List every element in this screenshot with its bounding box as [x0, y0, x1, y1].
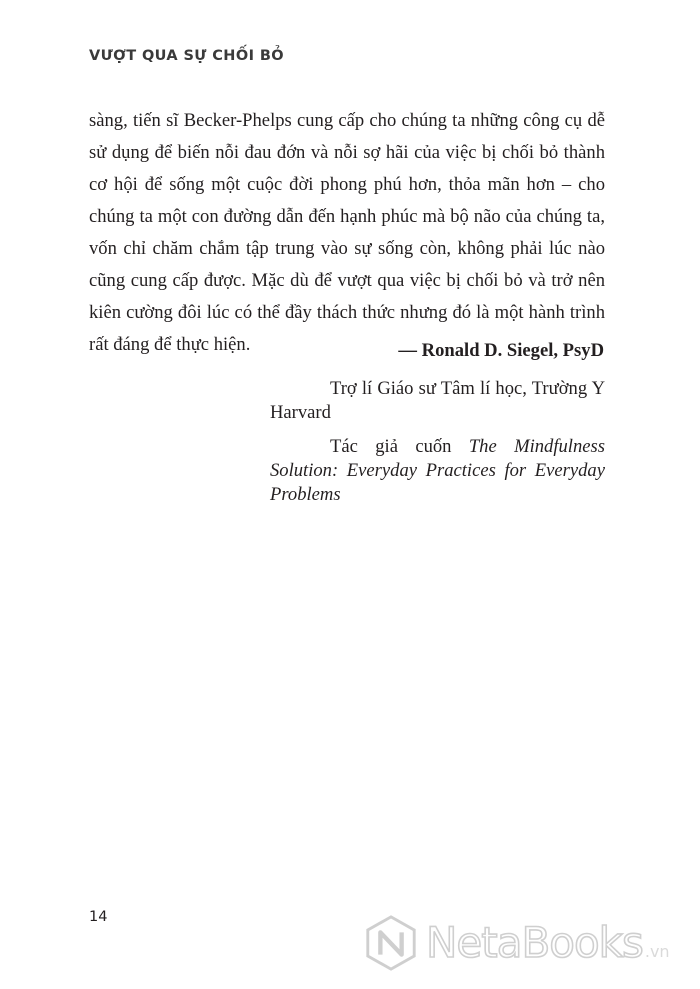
neta-n-logo-icon — [362, 914, 420, 972]
watermark — [362, 912, 670, 974]
book-title: The Mindfulness Solution: Everyday Practices for Everyday Problems — [270, 436, 605, 505]
author-book-credit — [270, 435, 605, 507]
watermark-brand: NetaBooks — [426, 918, 643, 967]
watermark-suffix: .vn — [644, 942, 670, 961]
author-book-prefix: Tác giả cuốn — [330, 436, 469, 457]
running-head: VƯỢT QUA SỰ CHỐI BỎ — [89, 48, 284, 64]
page-number: 14 — [89, 909, 108, 925]
quote-signature: — Ronald D. Siegel, PsyD — [398, 340, 604, 361]
body-paragraph: sàng, tiến sĩ Becker-Phelps cung cấp cho chúng ta những công cụ dễ sử dụng để biến nỗi đau đớn và nỗi sợ hãi của việc bị chối bỏ thành cơ hội để sống một cuộc đời phong phú hơn, thỏa mãn hơn – cho chúng ta một con đường dẫn đến hạnh phúc mà bộ não của chúng ta, vốn chỉ chăm chắm tập trung vào sự sống còn, không phải lúc nào cũng cung cấp được. Mặc dù để vượt qua việc bị chối bỏ và trở nên kiên cường đôi lúc có thể đầy thách thức nhưng đó là một hành trình rất đáng để thực hiện. — [89, 110, 605, 355]
author-role: Trợ lí Giáo sư Tâm lí học, Trường Y Harvard — [270, 378, 605, 423]
